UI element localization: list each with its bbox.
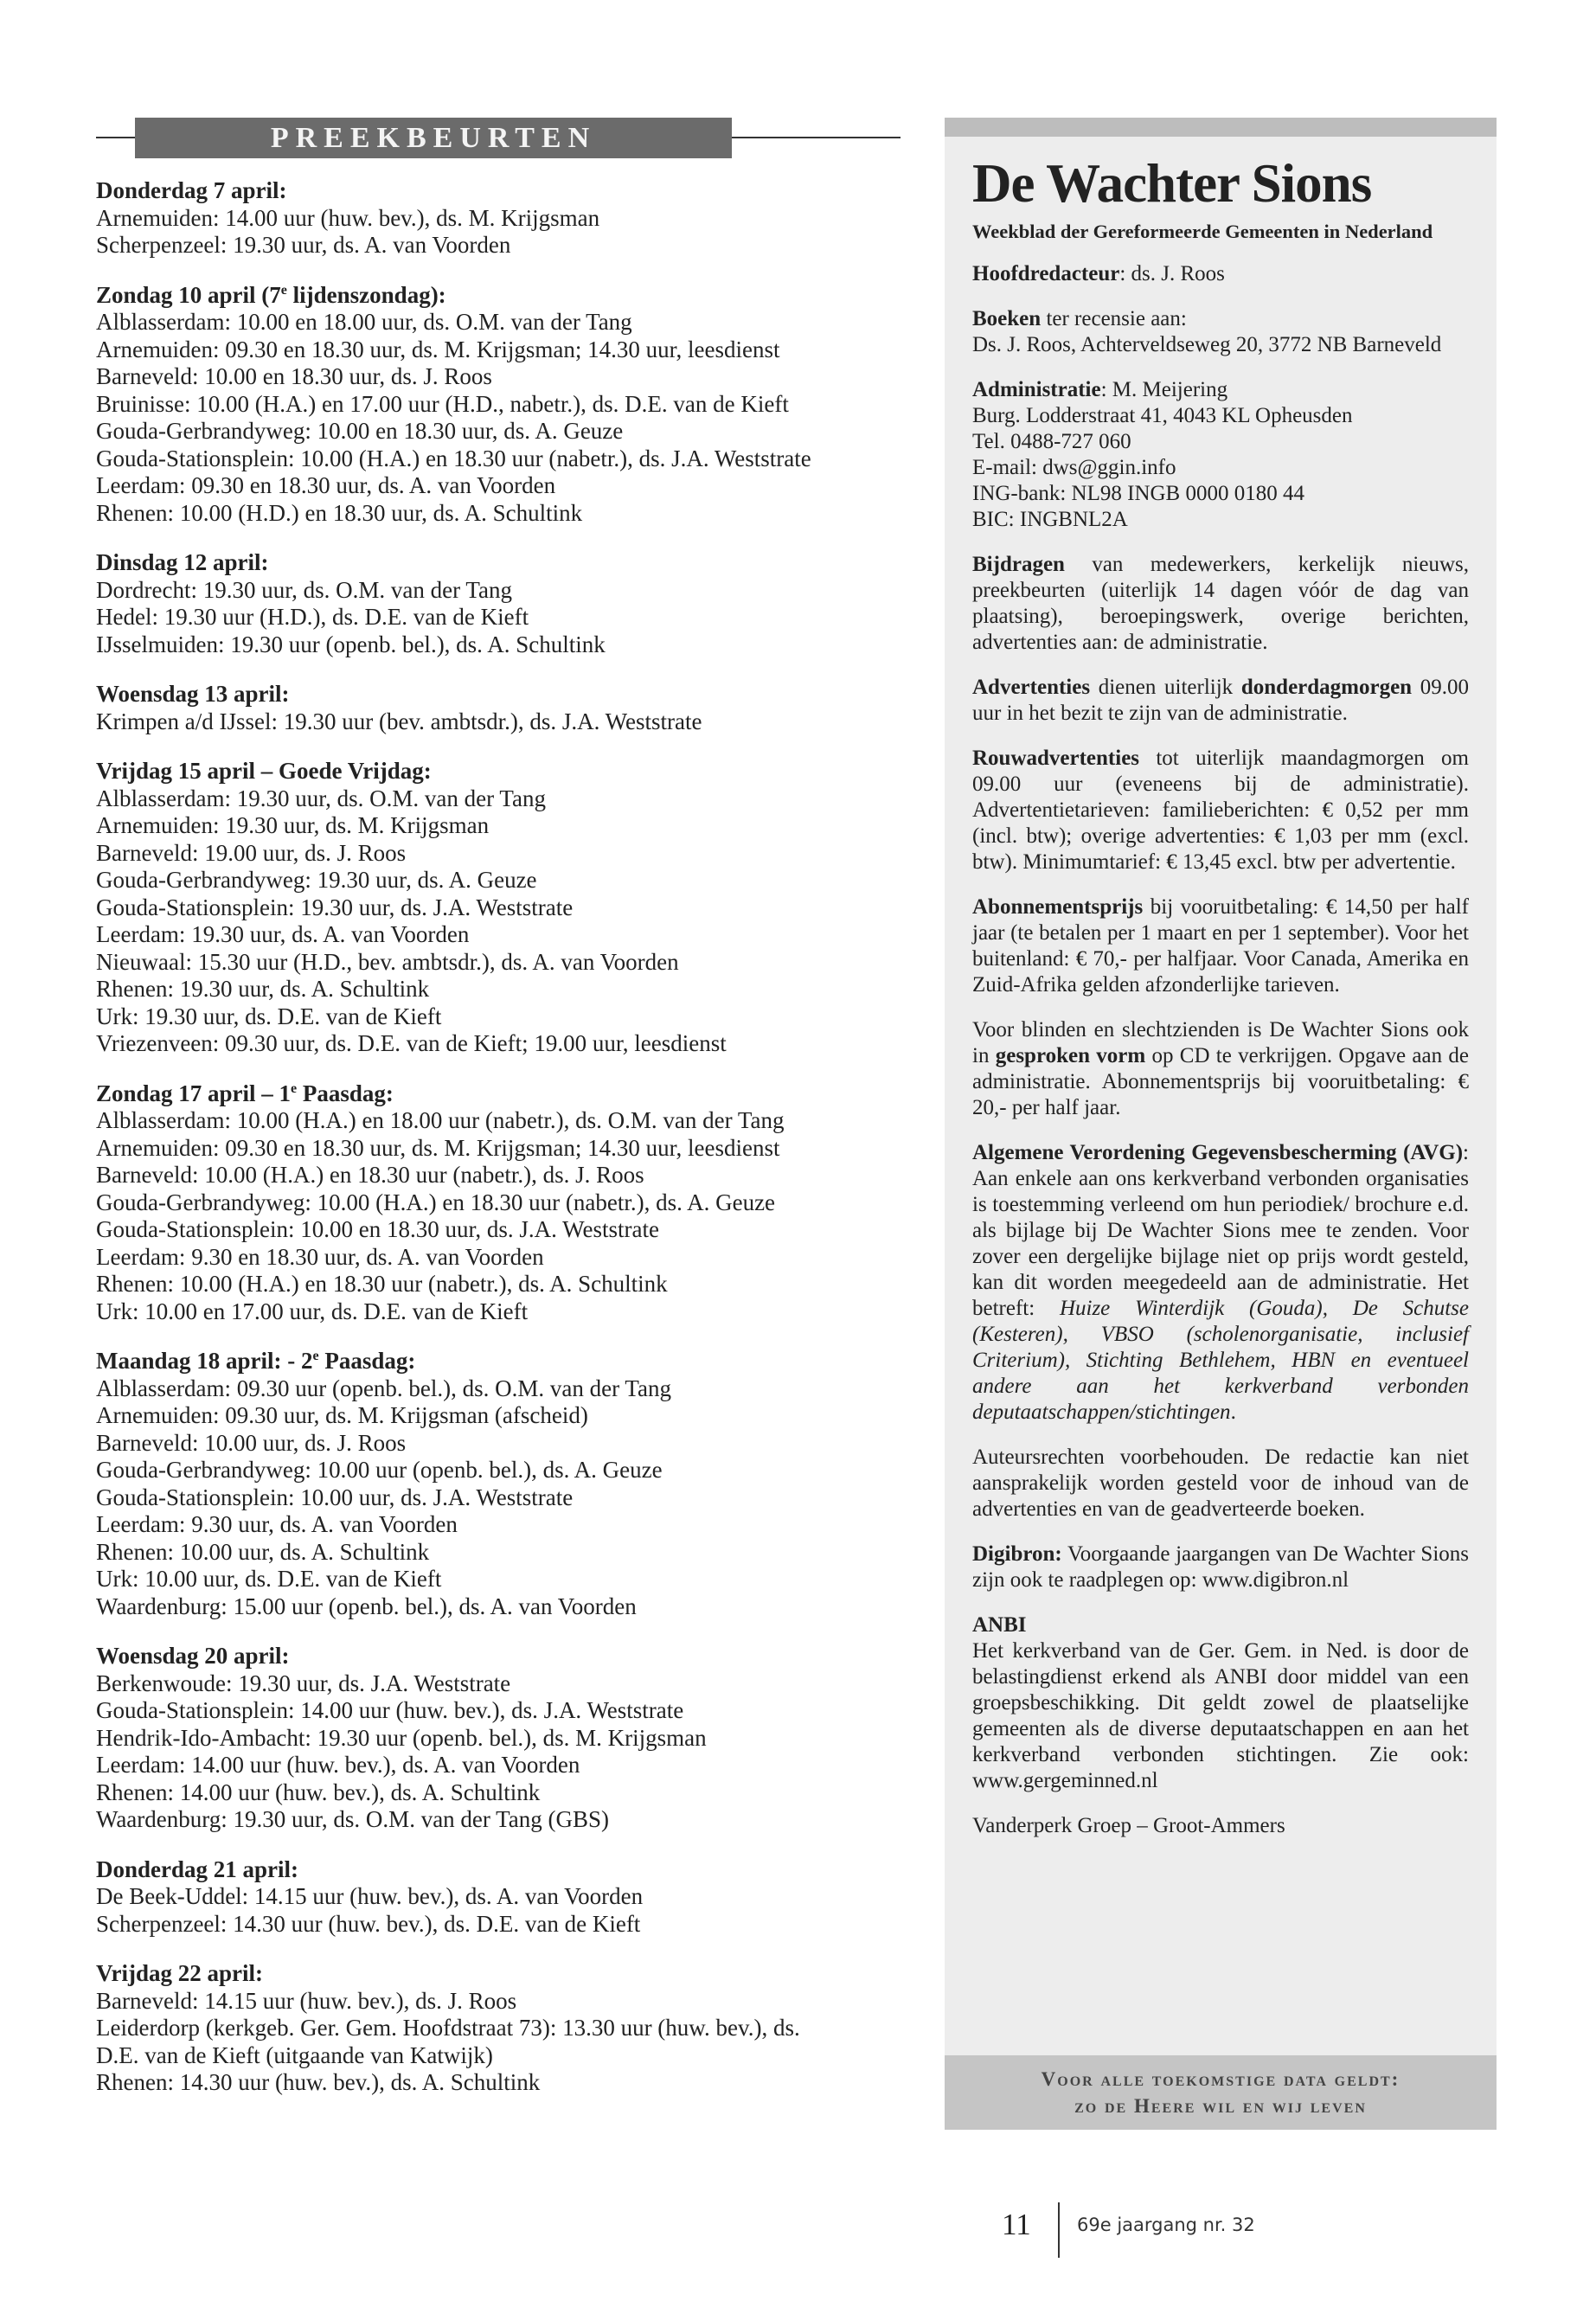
issue-info: 69e jaargang nr. 32	[1077, 2214, 1255, 2235]
service-line: Gouda-Stationsplein: 19.30 uur, ds. J.A. Weststrate	[96, 894, 574, 920]
blind-readers-block: Voor blinden en slechtzienden is De Wachter Sions ook in gesproken vorm op CD te verkrijgen. Opgave aan de administratie. Abonnementsprijs bij vooruitbetaling: € 20,- per half jaar.	[972, 1018, 1469, 1119]
anbi-block: ANBI Het kerkverband van de Ger. Gem. in Ned. is door de belastingdienst erkend als ANBI door middel van een groepsbeschikking. Dit geldt zowel de plaatselijke gemeenten als de diverse deputaatschappen en aan het kerkverband verbonden stichtingen. Zie ook: www.gergeminned.nl	[972, 1613, 1469, 1792]
service-line: Gouda-Gerbrandyweg: 19.30 uur, ds. A. Geuze	[96, 867, 537, 893]
contributions-block: Bijdragen van medewerkers, kerkelijk nieuws, preekbeurten (uiterlijk 14 dagen vóór de dag van plaatsing), beroepingswerk, overige berichten, advertenties aan: de administratie.	[972, 553, 1469, 654]
publication-title: De Wachter Sions	[972, 153, 1372, 214]
subscription-block: Abonnementsprijs bij vooruitbetaling: € 14,50 per half jaar (te betalen per 1 maart en per 1 september). Voor het buitenland: € 70,- per halfjaar. Voor Canada, Amerika en Zuid-Afrika gelden afzonderlijke tarieven.	[972, 895, 1469, 997]
service-line: De Beek-Uddel: 14.15 uur (huw. bev.), ds. A. van Voorden	[96, 1883, 644, 1909]
service-line: Rhenen: 14.30 uur (huw. bev.), ds. A. Schultink	[96, 2069, 541, 2095]
header-rule-right	[732, 137, 901, 138]
service-line: Arnemuiden: 09.30 uur, ds. M. Krijgsman (afscheid)	[96, 1402, 588, 1428]
service-line: Barneveld: 10.00 uur, ds. J. Roos	[96, 1429, 407, 1456]
service-line: Berkenwoude: 19.30 uur, ds. J.A. Weststrate	[96, 1670, 511, 1696]
section-title: PREEKBEURTEN	[135, 118, 732, 158]
service-line: Scherpenzeel: 19.30 uur, ds. A. van Voorden	[96, 232, 511, 258]
service-line: Alblasserdam: 10.00 (H.A.) en 18.00 uur (nabetr.), ds. O.M. van der Tang	[96, 1107, 785, 1133]
day-title: Dinsdag 12 april:	[96, 549, 269, 575]
service-line: Vriezenveen: 09.30 uur, ds. D.E. van de Kieft; 19.00 uur, leesdienst	[96, 1030, 727, 1056]
service-line: Leiderdorp (kerkgeb. Ger. Gem. Hoofdstraat 73): 13.30 uur (huw. bev.), ds.	[96, 2015, 800, 2041]
schedule-day	[96, 681, 901, 735]
service-line: Hedel: 19.30 uur (H.D.), ds. D.E. van de Kieft	[96, 604, 529, 630]
schedule-day	[96, 1856, 901, 1939]
copyright-block: Auteursrechten voorbehouden. De redactie kan niet aansprakelijk worden gesteld voor de inhoud van de advertenties en van de geadverteerde boeken.	[972, 1445, 1469, 1521]
service-line: Hendrik-Ido-Ambacht: 19.30 uur (openb. bel.), ds. M. Krijgsman	[96, 1724, 707, 1751]
service-line: Waardenburg: 15.00 uur (openb. bel.), ds. A. van Voorden	[96, 1593, 637, 1619]
service-line: Arnemuiden: 09.30 en 18.30 uur, ds. M. Krijgsman; 14.30 uur, leesdienst	[96, 336, 780, 362]
administration-block: Administratie: M. Meijering Burg. Lodderstraat 41, 4043 KL Opheusden Tel. 0488-727 060 E-mail: dws@ggin.info ING-bank: NL98 INGB 0000 0180 44 BIC: INGBNL2A	[972, 378, 1353, 531]
service-line: Dordrecht: 19.30 uur, ds. O.M. van der Tang	[96, 576, 512, 603]
closing-banner	[945, 2055, 1497, 2130]
service-line: Rhenen: 19.30 uur, ds. A. Schultink	[96, 976, 430, 1002]
schedule-day	[96, 1348, 901, 1620]
service-line: Gouda-Gerbrandyweg: 10.00 (H.A.) en 18.30 uur (nabetr.), ds. A. Geuze	[96, 1189, 776, 1215]
schedule-day	[96, 1080, 901, 1326]
masthead-column	[945, 118, 1497, 2130]
publication-subtitle: Weekblad der Gereformeerde Gemeenten in Nederland	[972, 221, 1433, 242]
service-line: Leerdam: 9.30 en 18.30 uur, ds. A. van Voorden	[96, 1243, 544, 1270]
day-title: Maandag 18 april: - 2e Paasdag:	[96, 1348, 416, 1374]
service-line: Urk: 10.00 uur, ds. D.E. van de Kieft	[96, 1566, 442, 1592]
service-line: Bruinisse: 10.00 (H.A.) en 17.00 uur (H.D., nabetr.), ds. D.E. van de Kieft	[96, 390, 789, 417]
avg-block: Algemene Verordening Gegevensbescherming (AVG): Aan enkele aan ons kerkverband verbonden organisaties is toestemming verleend om hun periodiek/ brochure e.d. als bijlage bij De Wachter Sions mee te zenden. Voor zover een dergelijke bijlage niet op prijs wordt gesteld, kan dit worden meegedeeld aan de administratie. Het betreft: Huize Winterdijk (Gouda), De Schutse (Kesteren), VBSO (scholenorganisatie, inclusief Criterium), Stichting Bethlehem, HBN en eventueel andere aan het kerkverband verbonden deputaatschappen/stichtingen.	[972, 1141, 1469, 1424]
header-rule-left	[96, 137, 135, 138]
service-line: Rhenen: 14.00 uur (huw. bev.), ds. A. Schultink	[96, 1779, 541, 1805]
service-line: Alblasserdam: 10.00 en 18.00 uur, ds. O.M. van der Tang	[96, 309, 632, 335]
service-line: Leerdam: 19.30 uur, ds. A. van Voorden	[96, 921, 470, 947]
closing-line-1: Voor alle toekomstige data geldt:	[1041, 2068, 1401, 2090]
service-line: Barneveld: 19.00 uur, ds. J. Roos	[96, 839, 407, 866]
books-block: Boeken ter recensie aan: Ds. J. Roos, Achterveldseweg 20, 3772 NB Barneveld	[972, 307, 1442, 356]
service-line: Arnemuiden: 19.30 uur, ds. M. Krijgsman	[96, 812, 490, 838]
day-title: Woensdag 13 april:	[96, 681, 290, 707]
service-line: Arnemuiden: 09.30 en 18.30 uur, ds. M. Krijgsman; 14.30 uur, leesdienst	[96, 1134, 780, 1161]
digibron-block: Digibron: Voorgaande jaargangen van De Wachter Sions zijn ook te raadplegen op: www.digibron.nl	[972, 1542, 1469, 1592]
service-line: Rhenen: 10.00 (H.A.) en 18.30 uur (nabetr.), ds. A. Schultink	[96, 1271, 668, 1297]
funeral-ads-block: Rouwadvertenties tot uiterlijk maandagmorgen om 09.00 uur (eveneens bij de administratie). Advertentietarieven: familieberichten: € 0,52 per mm (incl. btw); overige advertenties: € 1,03 per mm (excl. btw). Minimumtarief: € 13,45 excl. btw per advertentie.	[972, 747, 1469, 874]
day-title: Donderdag 21 april:	[96, 1856, 299, 1882]
footer-divider	[1058, 2202, 1060, 2258]
day-title: Donderdag 7 april:	[96, 177, 287, 203]
service-line: Gouda-Stationsplein: 14.00 uur (huw. bev.), ds. J.A. Weststrate	[96, 1697, 684, 1723]
day-title: Vrijdag 15 april – Goede Vrijdag:	[96, 758, 432, 784]
service-line: Scherpenzeel: 14.30 uur (huw. bev.), ds. D.E. van de Kieft	[96, 1910, 641, 1937]
service-line: Alblasserdam: 09.30 uur (openb. bel.), ds. O.M. van der Tang	[96, 1375, 671, 1401]
masthead-top-bar	[945, 118, 1497, 137]
service-line: Leerdam: 9.30 uur, ds. A. van Voorden	[96, 1511, 458, 1537]
service-line: Krimpen a/d IJssel: 19.30 uur (bev. ambtsdr.), ds. J.A. Weststrate	[96, 708, 702, 734]
service-line: Gouda-Stationsplein: 10.00 uur, ds. J.A. Weststrate	[96, 1484, 574, 1510]
day-title: Zondag 10 april (7e lijdenszondag):	[96, 281, 446, 308]
service-line: Barneveld: 10.00 en 18.30 uur, ds. J. Roos	[96, 363, 492, 389]
service-line: IJsselmuiden: 19.30 uur (openb. bel.), ds. A. Schultink	[96, 631, 606, 657]
service-line: Gouda-Stationsplein: 10.00 (H.A.) en 18.30 uur (nabetr.), ds. J.A. Weststrate	[96, 445, 811, 471]
schedule-day	[96, 1643, 901, 1834]
editor-block: Hoofdredacteur: ds. J. Roos	[972, 262, 1225, 285]
section-header	[96, 118, 901, 158]
service-line: Barneveld: 14.15 uur (huw. bev.), ds. J. Roos	[96, 1987, 517, 2014]
day-title: Vrijdag 22 april:	[96, 1960, 263, 1986]
books-address: Ds. J. Roos, Achterveldseweg 20, 3772 NB Barneveld	[972, 333, 1442, 356]
preekbeurten-column	[96, 118, 901, 2097]
day-title: Woensdag 20 april:	[96, 1643, 290, 1669]
service-line: Urk: 10.00 en 17.00 uur, ds. D.E. van de Kieft	[96, 1298, 529, 1324]
closing-line-2: zo de Heere wil en wij leven	[1074, 2095, 1367, 2117]
day-title: Zondag 17 april – 1e Paasdag:	[96, 1080, 394, 1106]
service-line: Leerdam: 14.00 uur (huw. bev.), ds. A. van Voorden	[96, 1752, 580, 1778]
service-line: Rhenen: 10.00 (H.D.) en 18.30 uur, ds. A. Schultink	[96, 499, 583, 526]
service-line: Waardenburg: 19.30 uur, ds. O.M. van der Tang (GBS)	[96, 1806, 610, 1832]
schedule-day	[96, 177, 901, 260]
page-number: 11	[1002, 2208, 1031, 2241]
service-line: Urk: 19.30 uur, ds. D.E. van de Kieft	[96, 1003, 442, 1029]
service-line: Gouda-Gerbrandyweg: 10.00 uur (openb. bel.), ds. A. Geuze	[96, 1457, 663, 1483]
service-line: Rhenen: 10.00 uur, ds. A. Schultink	[96, 1538, 430, 1565]
service-line: Gouda-Stationsplein: 10.00 en 18.30 uur, ds. J.A. Weststrate	[96, 1216, 659, 1242]
schedule-day	[96, 282, 901, 528]
service-line: Leerdam: 09.30 en 18.30 uur, ds. A. van Voorden	[96, 472, 556, 498]
printer-line: Vanderperk Groep – Groot-Ammers	[972, 1814, 1285, 1837]
service-line: Nieuwaal: 15.30 uur (H.D., bev. ambtsdr.), ds. A. van Voorden	[96, 948, 679, 975]
service-line: Barneveld: 10.00 (H.A.) en 18.30 uur (nabetr.), ds. J. Roos	[96, 1162, 644, 1188]
advertisements-block: Advertenties dienen uiterlijk donderdagmorgen 09.00 uur in het bezit te zijn van de administratie.	[972, 676, 1470, 725]
service-line: Alblasserdam: 19.30 uur, ds. O.M. van der Tang	[96, 785, 546, 811]
schedule-day	[96, 758, 901, 1058]
schedule-list	[96, 177, 901, 2097]
service-line: Arnemuiden: 14.00 uur (huw. bev.), ds. M. Krijgsman	[96, 204, 600, 231]
service-line: D.E. van de Kieft (uitgaande van Katwijk)	[96, 2041, 493, 2068]
service-line: Gouda-Gerbrandyweg: 10.00 en 18.30 uur, ds. A. Geuze	[96, 418, 624, 444]
schedule-day	[96, 549, 901, 658]
schedule-day	[96, 1960, 901, 2097]
